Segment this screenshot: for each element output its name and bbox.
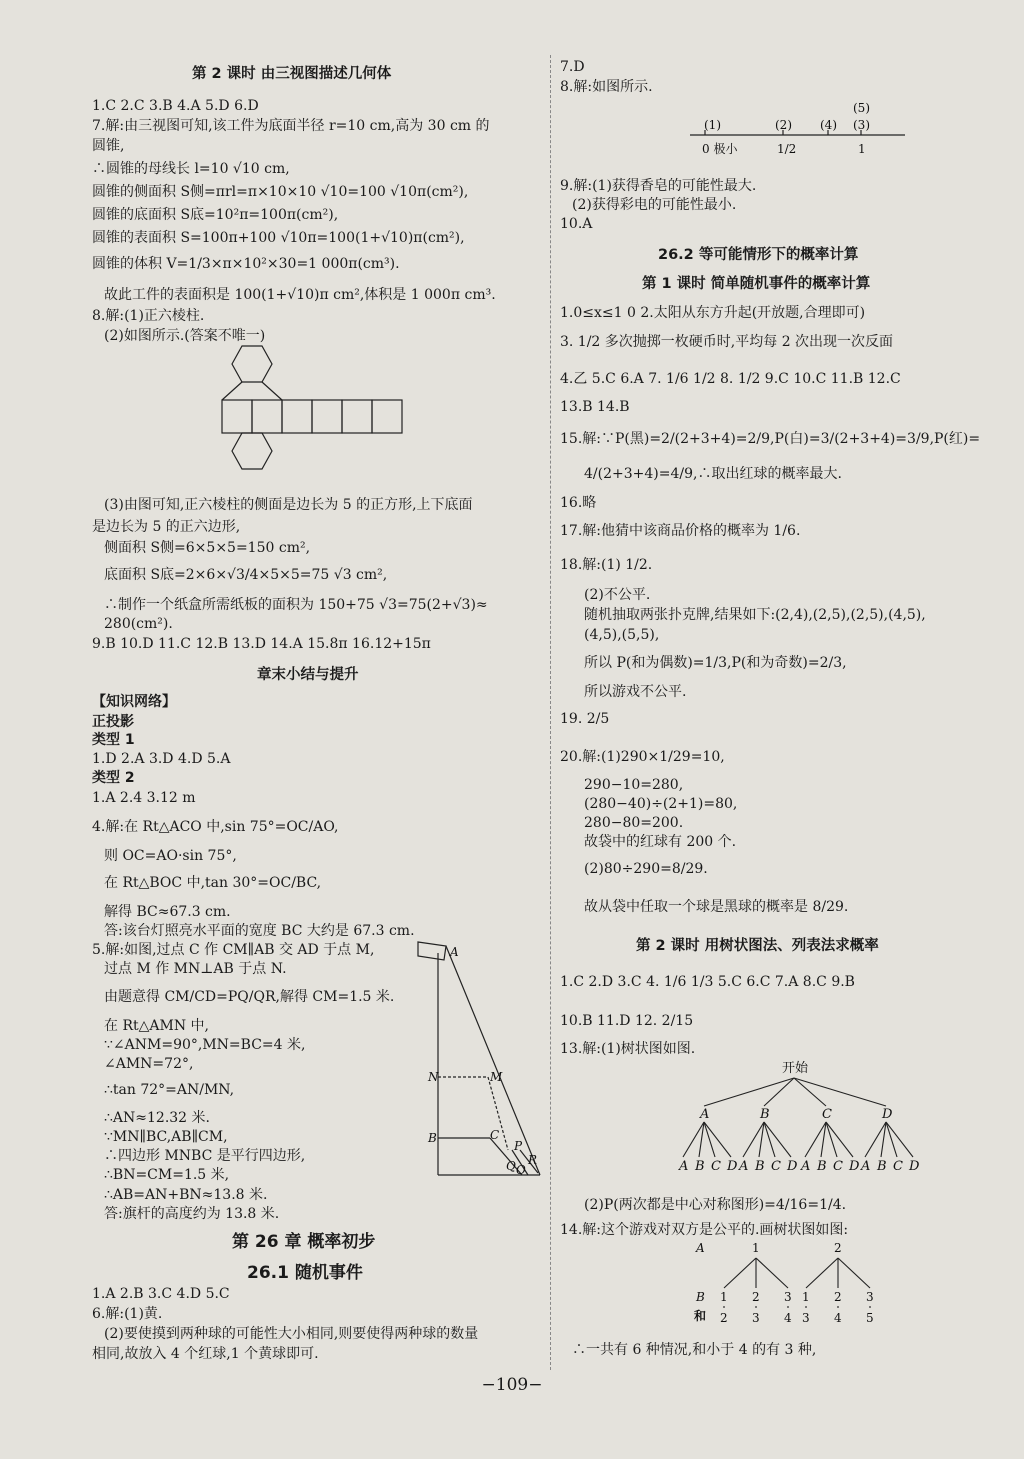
nl-label-2: (2) xyxy=(775,118,792,132)
tree2-sum: 3 xyxy=(802,1311,810,1325)
left-line: 圆锥, xyxy=(92,138,125,154)
right-line: (2)80÷290=8/29. xyxy=(584,861,708,877)
tree1-leaf: D xyxy=(849,1159,860,1174)
right-line: 15.解:∵P(黑)=2/(2+3+4)=2/9,P(白)=3/(2+3+4)=3/9,P(红)= xyxy=(560,431,981,447)
right-line: ∴一共有 6 种情况,和小于 4 的有 3 种, xyxy=(572,1342,817,1358)
left-line: ∴四边形 MNBC 是平行四边形, xyxy=(104,1148,306,1164)
right-line: 16.略 xyxy=(560,495,597,511)
left-line: 类型 1 xyxy=(92,732,135,748)
left-line: ∴AN≈12.32 米. xyxy=(104,1110,210,1126)
left-line: 章末小结与提升 xyxy=(257,667,359,683)
tree1-node: C xyxy=(822,1107,832,1122)
right-line: (4,5),(5,5), xyxy=(584,627,660,643)
svg-text:C: C xyxy=(490,1128,500,1142)
left-line: 8.解:(1)正六棱柱. xyxy=(92,308,205,324)
tree1-leaf: B xyxy=(817,1159,827,1174)
tree2-sum: 3 xyxy=(752,1311,760,1325)
left-line: 【知识网络】 xyxy=(92,694,176,710)
right-line: 14.解:这个游戏对双方是公平的.画树状图如图: xyxy=(560,1222,849,1238)
right-line: 所以 P(和为偶数)=1/3,P(和为奇数)=2/3, xyxy=(584,655,847,671)
number-line-figure xyxy=(680,98,920,173)
right-line: 故袋中的红球有 200 个. xyxy=(584,834,737,850)
nl-tick-half: 1/2 xyxy=(777,142,797,156)
left-line: 过点 M 作 MN⊥AB 于点 N. xyxy=(104,961,287,977)
tree2-second: 2 xyxy=(834,1290,842,1304)
left-line: 6.解:(1)黄. xyxy=(92,1306,163,1322)
right-line: 26.2 等可能情形下的概率计算 xyxy=(658,247,859,263)
column-divider xyxy=(550,55,552,1370)
tree2-sum: 2 xyxy=(720,1311,728,1325)
left-line: ∠AMN=72°, xyxy=(104,1056,194,1072)
tree1-leaf: C xyxy=(893,1159,903,1174)
left-line: 圆锥的表面积 S=100π+100 √10π=100(1+√10)π(cm²), xyxy=(92,230,465,246)
right-line: 7.D xyxy=(560,59,585,75)
right-line: 第 2 课时 用树状图法、列表法求概率 xyxy=(636,938,879,954)
right-line: 17.解:他猜中该商品价格的概率为 1/6. xyxy=(560,523,801,539)
left-line: 解得 BC≈67.3 cm. xyxy=(104,904,231,920)
tree2-first: 2 xyxy=(834,1241,842,1255)
right-line: 4.乙 5.C 6.A 7. 1/6 1/2 8. 1/2 9.C 10.C 11.B 12.C xyxy=(560,371,901,387)
nl-label-3: (3) xyxy=(853,118,870,132)
tree1-leaf: A xyxy=(861,1159,871,1174)
left-line: 在 Rt△AMN 中, xyxy=(104,1018,209,1034)
right-line: 1.C 2.D 3.C 4. 1/6 1/3 5.C 6.C 7.A 8.C 9.B xyxy=(560,974,855,990)
tree2-second: 1 xyxy=(802,1290,810,1304)
left-line: 则 OC=AO·sin 75°, xyxy=(104,848,237,864)
left-line: 1.D 2.A 3.D 4.D 5.A xyxy=(92,751,231,767)
right-line: (2)不公平. xyxy=(584,587,651,603)
right-line: 所以游戏不公平. xyxy=(584,684,687,700)
tree-diagram-1 xyxy=(668,1056,928,1178)
left-line: 第 26 章 概率初步 xyxy=(232,1232,376,1252)
tree1-leaf: A xyxy=(679,1159,689,1174)
left-line: 在 Rt△BOC 中,tan 30°=OC/BC, xyxy=(104,875,322,891)
nl-tick-zero: 0 极小 xyxy=(702,142,738,156)
right-line: 13.B 14.B xyxy=(560,399,630,415)
svg-text:A: A xyxy=(450,945,459,959)
left-line: 圆锥的底面积 S底=10²π=100π(cm²), xyxy=(92,207,339,223)
tree2-second: 2 xyxy=(752,1290,760,1304)
left-line: ∴圆锥的母线长 l=10 √10 cm, xyxy=(92,161,290,177)
left-line: 是边长为 5 的正六边形, xyxy=(92,519,241,535)
left-line: 底面积 S底=2×6×√3/4×5×5=75 √3 cm², xyxy=(104,567,388,583)
left-line: (3)由图可知,正六棱柱的侧面是边长为 5 的正方形,上下底面 xyxy=(104,497,473,513)
left-line: 圆锥的体积 V=1/3×π×10²×30=1 000π(cm³). xyxy=(92,256,400,272)
tree2-sum: 5 xyxy=(866,1311,874,1325)
right-line: 8.解:如图所示. xyxy=(560,79,653,95)
left-line: (2)如图所示.(答案不唯一) xyxy=(104,328,266,344)
tree2-second: 3 xyxy=(784,1290,792,1304)
tree1-leaf: B xyxy=(695,1159,705,1174)
right-line: (2)P(两次都是中心对称图形)=4/16=1/4. xyxy=(584,1197,847,1213)
tree1-leaf: C xyxy=(771,1159,781,1174)
left-line: 1.A 2.4 3.12 m xyxy=(92,790,196,806)
right-line: 20.解:(1)290×1/29=10, xyxy=(560,749,725,765)
right-line: 随机抽取两张扑克牌,结果如下:(2,4),(2,5),(2,5),(4,5), xyxy=(584,607,926,623)
svg-text:N: N xyxy=(428,1070,439,1084)
left-line: 1.A 2.B 3.C 4.D 5.C xyxy=(92,1286,230,1302)
right-line: 280−80=200. xyxy=(584,815,684,831)
tree1-leaf: B xyxy=(877,1159,887,1174)
prism-net-figure xyxy=(218,343,418,491)
tree2-sum: 4 xyxy=(784,1311,792,1325)
svg-text:M: M xyxy=(490,1070,503,1084)
left-line: 答:旗杆的高度约为 13.8 米. xyxy=(104,1206,280,1222)
left-line: (2)要使摸到两种球的可能性大小相同,则要使得两种球的数量 xyxy=(104,1326,479,1342)
left-line: 侧面积 S侧=6×5×5=150 cm², xyxy=(104,540,311,556)
left-line: ∴制作一个纸盒所需纸板的面积为 150+75 √3=75(2+√3)≈ xyxy=(104,597,488,613)
tree2-sum: 4 xyxy=(834,1311,842,1325)
nl-tick-one: 1 xyxy=(858,142,866,156)
svg-text:O: O xyxy=(516,1163,526,1177)
svg-text:P: P xyxy=(514,1139,523,1153)
left-line: 9.B 10.D 11.C 12.B 13.D 14.A 15.8π 16.12+15π xyxy=(92,636,431,652)
left-line: ∴tan 72°=AN/MN, xyxy=(104,1082,235,1098)
left-line: 5.解:如图,过点 C 作 CM∥AB 交 AD 于点 M, xyxy=(92,942,375,958)
tree1-node: D xyxy=(882,1107,893,1122)
left-line: 4.解:在 Rt△ACO 中,sin 75°=OC/AO, xyxy=(92,819,339,835)
tree1-leaf: D xyxy=(727,1159,738,1174)
right-line: 10.B 11.D 12. 2/15 xyxy=(560,1013,694,1029)
tree1-leaf: A xyxy=(801,1159,811,1174)
tree1-leaf: D xyxy=(787,1159,798,1174)
left-line: 相同,故放入 4 个红球,1 个黄球即可. xyxy=(92,1346,319,1362)
tree1-leaf: A xyxy=(739,1159,749,1174)
nl-label-5: (5) xyxy=(853,101,870,115)
left-line: ∴AB=AN+BN≈13.8 米. xyxy=(104,1187,268,1203)
tree2-row-a: A xyxy=(696,1241,705,1255)
left-line: 280(cm²). xyxy=(104,616,173,632)
right-line: 故从袋中任取一个球是黑球的概率是 8/29. xyxy=(584,899,849,915)
right-line: 13.解:(1)树状图如图. xyxy=(560,1041,696,1057)
left-line: 1.C 2.C 3.B 4.A 5.D 6.D xyxy=(92,98,259,114)
nl-label-4: (4) xyxy=(820,118,837,132)
tree1-node: B xyxy=(760,1107,770,1122)
right-line: (280−40)÷(2+1)=80, xyxy=(584,796,738,812)
left-line: 第 2 课时 由三视图描述几何体 xyxy=(192,66,392,82)
left-line: 由题意得 CM/CD=PQ/QR,解得 CM=1.5 米. xyxy=(104,989,395,1005)
svg-text:Q: Q xyxy=(506,1159,516,1173)
tree2-row-b: B xyxy=(696,1290,705,1304)
tree2-second: 1 xyxy=(720,1290,728,1304)
left-line: 7.解:由三视图可知,该工件为底面半径 r=10 cm,高为 30 cm 的 xyxy=(92,118,490,134)
right-line: 1.0≤x≤1 0 2.太阳从东方升起(开放题,合理即可) xyxy=(560,305,866,321)
left-line: ∵MN∥BC,AB∥CM, xyxy=(104,1129,228,1145)
page-number: −109− xyxy=(481,1375,543,1395)
left-line: ∵∠ANM=90°,MN=BC=4 米, xyxy=(104,1037,306,1053)
tree1-leaf: C xyxy=(833,1159,843,1174)
left-line: 类型 2 xyxy=(92,770,135,786)
tree2-second: 3 xyxy=(866,1290,874,1304)
tree2-row-sum: 和 xyxy=(694,1309,707,1323)
right-line: 4/(2+3+4)=4/9,∴取出红球的概率最大. xyxy=(584,466,842,482)
right-line: 19. 2/5 xyxy=(560,711,610,727)
left-line: 正投影 xyxy=(92,714,134,730)
right-line: 3. 1/2 多次抛掷一枚硬币时,平均每 2 次出现一次反面 xyxy=(560,334,894,350)
right-line: 9.解:(1)获得香皂的可能性最大. xyxy=(560,178,757,194)
tree1-root: 开始 xyxy=(782,1061,809,1076)
left-line: 圆锥的侧面积 S侧=πrl=π×10×10 √10=100 √10π(cm²), xyxy=(92,184,469,200)
tree1-leaf: D xyxy=(909,1159,920,1174)
right-line: 第 1 课时 简单随机事件的概率计算 xyxy=(642,276,871,292)
nl-label-1: (1) xyxy=(704,118,721,132)
right-line: 10.A xyxy=(560,216,593,232)
left-line: 故此工件的表面积是 100(1+√10)π cm²,体积是 1 000π cm³. xyxy=(104,287,496,303)
tree1-node: A xyxy=(700,1107,710,1122)
left-line: 26.1 随机事件 xyxy=(247,1263,363,1283)
right-line: 18.解:(1) 1/2. xyxy=(560,557,653,573)
svg-text:R: R xyxy=(528,1153,538,1167)
right-line: (2)获得彩电的可能性最小. xyxy=(572,197,737,213)
tree-diagram-2 xyxy=(690,1236,910,1338)
flagpole-figure xyxy=(410,938,550,1183)
tree1-leaf: C xyxy=(711,1159,721,1174)
right-line: 290−10=280, xyxy=(584,777,684,793)
tree1-leaf: B xyxy=(755,1159,765,1174)
left-line: 答:该台灯照亮水平面的宽度 BC 大约是 67.3 cm. xyxy=(104,923,415,939)
svg-text:B: B xyxy=(428,1131,437,1145)
tree2-first: 1 xyxy=(752,1241,760,1255)
left-line: ∴BN=CM=1.5 米, xyxy=(104,1167,230,1183)
